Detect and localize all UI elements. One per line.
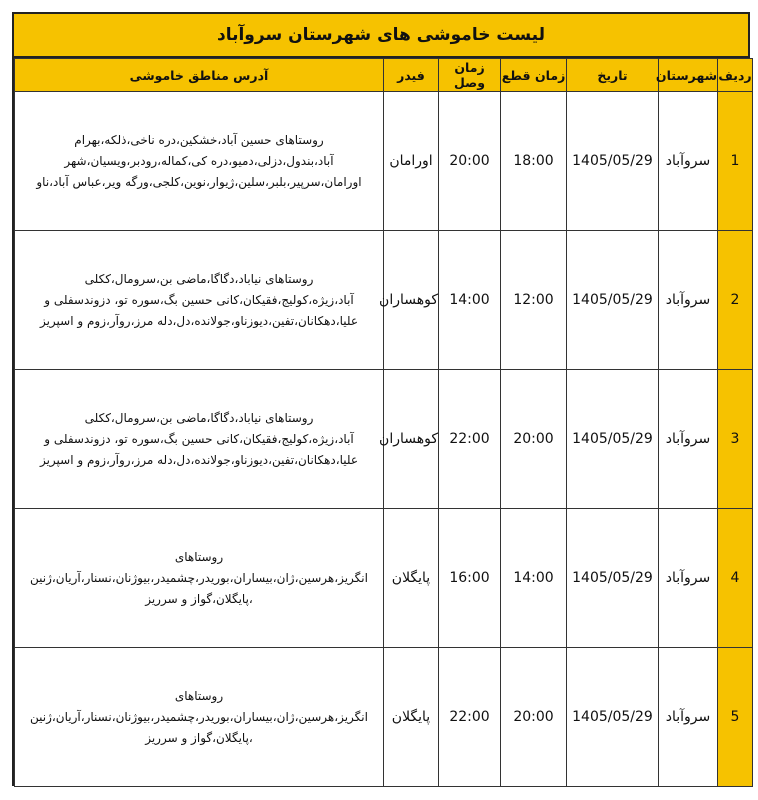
connect-time-cell: 22:00 — [439, 370, 501, 509]
address-cell — [15, 509, 384, 648]
address-cell — [15, 231, 384, 370]
header-date: تاریخ — [567, 59, 659, 92]
date-cell: 1405/05/29 — [567, 648, 659, 787]
address-line: انگریز،هرسین،ژان،بیساران،بوریدر،چشمیدر،بیوژنان،نسنار،آریان،ژنین — [30, 709, 368, 724]
feeder-cell: پایگلان — [384, 648, 439, 787]
address-line: آباد،بندول،دزلی،دمیو،دره کی،کماله،رودبر،ویسیان،شهر — [64, 153, 334, 168]
address-line: آباد،زیژه،کولیج،فقیکان،کانی حسین بگ،سوره تو، دزوندسفلی و — [44, 431, 354, 446]
row-number-cell: 4 — [718, 509, 753, 648]
address-line: ،پایگلان،گواز و سرریز — [145, 591, 253, 606]
connect-time-cell: 14:00 — [439, 231, 501, 370]
feeder-cell: پایگلان — [384, 509, 439, 648]
address-line: علیا،دهکانان،تفین،دیوزناو،جولانده،دل،دله مرز،روآر،زوم و اسپریز — [39, 313, 359, 328]
date-cell: 1405/05/29 — [567, 231, 659, 370]
outage-list-sheet — [12, 12, 750, 786]
connect-time-cell: 16:00 — [439, 509, 501, 648]
header-address: آدرس مناطق خاموشی — [15, 59, 384, 92]
table-row — [15, 370, 753, 509]
address-line: روستاهای — [174, 688, 224, 703]
address-line: انگریز،هرسین،ژان،بیساران،بوریدر،چشمیدر،بیوژنان،نسنار،آریان،ژنین — [30, 570, 368, 585]
connect-time-cell: 22:00 — [439, 648, 501, 787]
address-line: ،پایگلان،گواز و سرریز — [145, 730, 253, 745]
address-cell — [15, 648, 384, 787]
address-line: علیا،دهکانان،تفین،دیوزناو،جولانده،دل،دله مرز،روآر،زوم و اسپریز — [39, 452, 359, 467]
cut-time-cell: 14:00 — [501, 509, 567, 648]
table-row — [15, 231, 753, 370]
page-title: لیست خاموشی های شهرستان سروآباد — [14, 14, 748, 58]
cut-time-cell: 20:00 — [501, 370, 567, 509]
address-line: روستاهای حسین آباد،خشکین،دره ناخی،ذلکه،بهرام — [74, 132, 324, 147]
row-number-cell: 3 — [718, 370, 753, 509]
outage-table — [14, 58, 753, 787]
city-cell: سروآباد — [659, 231, 718, 370]
header-row-number: ردیف — [718, 59, 753, 92]
feeder-cell: کوهساران — [384, 370, 439, 509]
row-number-cell: 2 — [718, 231, 753, 370]
table-header-row — [15, 59, 753, 92]
header-connect-time: زمان وصل — [439, 59, 501, 92]
date-cell: 1405/05/29 — [567, 92, 659, 231]
address-line: روستاهای — [174, 549, 224, 564]
table-row — [15, 648, 753, 787]
header-cut-time: زمان قطع — [501, 59, 567, 92]
connect-time-cell: 20:00 — [439, 92, 501, 231]
address-line: روستاهای نیاباد،دگاگا،ماضی بن،سرومال،ککلی — [84, 271, 314, 286]
city-cell: سروآباد — [659, 92, 718, 231]
row-number-cell: 5 — [718, 648, 753, 787]
address-line: اورامان،سرپیر،بلبر،سلین،ژیوار،نوین،کلجی،ورگه ویر،عباس آباد،ناو — [36, 174, 362, 189]
address-line: روستاهای نیاباد،دگاگا،ماضی بن،سرومال،ککلی — [84, 410, 314, 425]
feeder-cell: اورامان — [384, 92, 439, 231]
header-feeder: فیدر — [384, 59, 439, 92]
feeder-cell: کوهساران — [384, 231, 439, 370]
cut-time-cell: 18:00 — [501, 92, 567, 231]
table-row — [15, 509, 753, 648]
address-cell — [15, 370, 384, 509]
date-cell: 1405/05/29 — [567, 370, 659, 509]
city-cell: سروآباد — [659, 509, 718, 648]
date-cell: 1405/05/29 — [567, 509, 659, 648]
address-line: آباد،زیژه،کولیج،فقیکان،کانی حسین بگ،سوره تو، دزوندسفلی و — [44, 292, 354, 307]
city-cell: سروآباد — [659, 370, 718, 509]
cut-time-cell: 20:00 — [501, 648, 567, 787]
cut-time-cell: 12:00 — [501, 231, 567, 370]
row-number-cell: 1 — [718, 92, 753, 231]
table-row — [15, 92, 753, 231]
address-cell — [15, 92, 384, 231]
city-cell: سروآباد — [659, 648, 718, 787]
header-city: شهرستان — [659, 59, 718, 92]
